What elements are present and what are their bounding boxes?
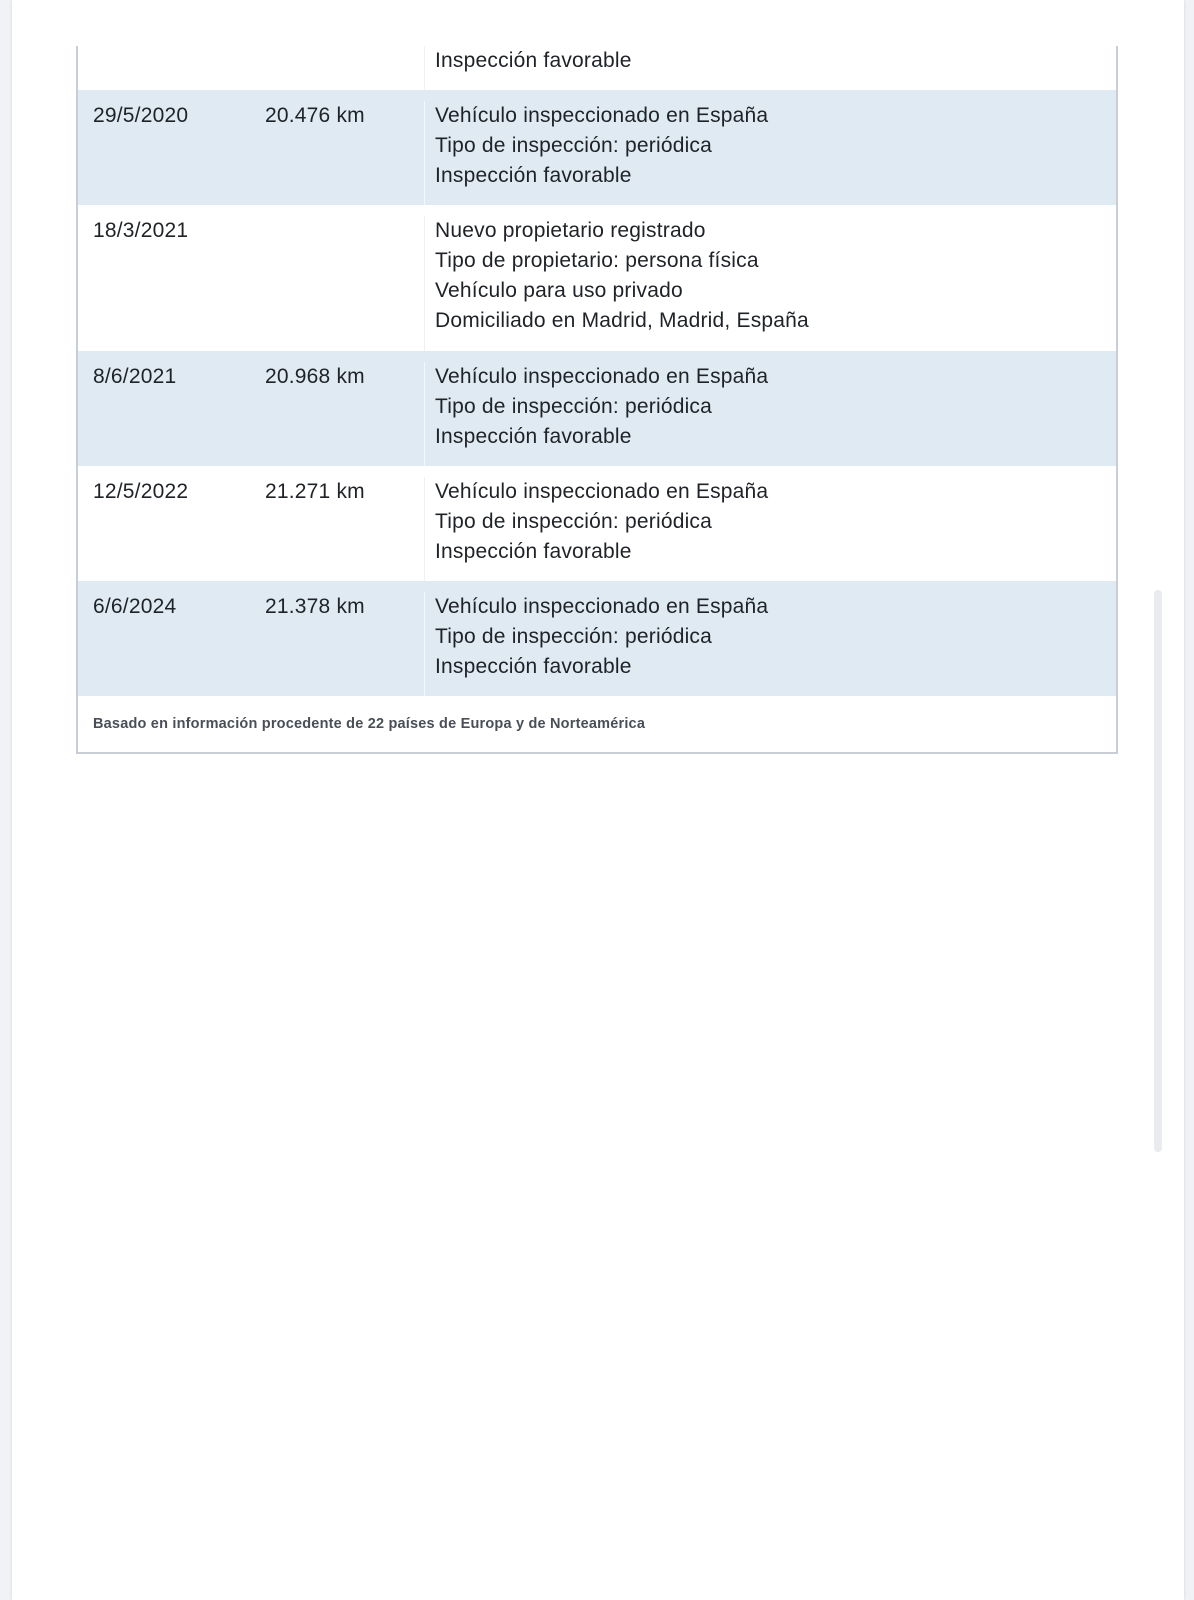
description-line: Inspección favorable	[435, 655, 632, 678]
description-line: Tipo de propietario: persona física	[435, 249, 759, 272]
description-line: Tipo de inspección: periódica	[435, 510, 713, 533]
description-line: Inspección favorable	[435, 49, 632, 72]
date-cell: 12/5/2022	[93, 480, 189, 503]
table-row	[78, 581, 1116, 696]
table-row	[78, 466, 1116, 581]
description-line: Tipo de inspección: periódica	[435, 395, 713, 418]
description-line: Domiciliado en Madrid, Madrid, España	[435, 309, 809, 332]
date-cell: 8/6/2021	[93, 365, 177, 388]
description-line: Inspección favorable	[435, 164, 632, 187]
description-line: Nuevo propietario registrado	[435, 219, 706, 242]
description-cell	[424, 46, 1116, 90]
description-cell	[424, 477, 1116, 581]
km-cell: 21.271 km	[265, 480, 365, 503]
scrollbar[interactable]	[1154, 590, 1162, 1152]
date-cell: 29/5/2020	[93, 104, 189, 127]
km-cell: 20.968 km	[265, 365, 365, 388]
km-cell	[250, 46, 424, 90]
description-line: Inspección favorable	[435, 540, 632, 563]
description-cell	[424, 592, 1116, 696]
date-cell: 18/3/2021	[93, 219, 189, 242]
km-cell: 21.378 km	[265, 595, 365, 618]
date-cell	[78, 46, 250, 90]
description-cell	[424, 362, 1116, 466]
vehicle-history-table	[76, 46, 1118, 754]
description-line: Vehículo para uso privado	[435, 279, 683, 302]
description-cell	[424, 216, 1116, 351]
description-line: Tipo de inspección: periódica	[435, 625, 713, 648]
table-row	[78, 90, 1116, 205]
description-cell	[424, 101, 1116, 205]
table-row	[78, 46, 1116, 90]
km-cell	[250, 216, 424, 351]
source-footnote: Basado en información procedente de 22 países de Europa y de Norteamérica	[93, 716, 646, 732]
description-line: Vehículo inspeccionado en España	[435, 595, 769, 618]
description-line: Tipo de inspección: periódica	[435, 134, 713, 157]
table-row	[78, 351, 1116, 466]
description-line: Vehículo inspeccionado en España	[435, 480, 769, 503]
description-line: Vehículo inspeccionado en España	[435, 104, 769, 127]
date-cell: 6/6/2024	[93, 595, 177, 618]
description-line: Vehículo inspeccionado en España	[435, 365, 769, 388]
document-page	[12, 0, 1184, 1600]
description-line: Inspección favorable	[435, 425, 632, 448]
table-row	[78, 205, 1116, 351]
km-cell: 20.476 km	[265, 104, 365, 127]
